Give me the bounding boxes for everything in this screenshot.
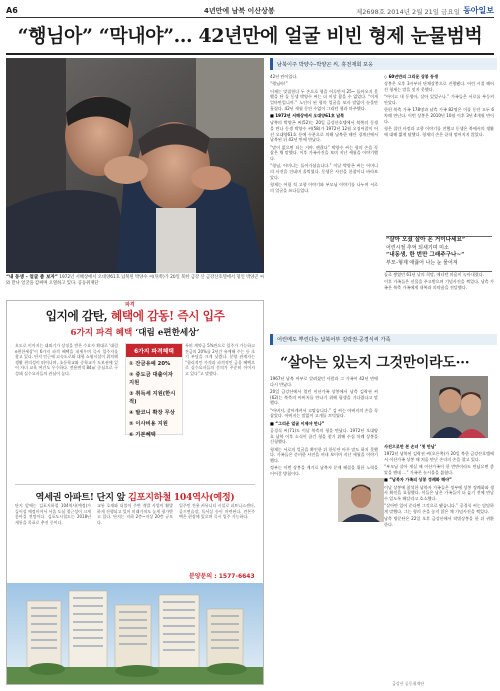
paragraph: “행님아!” [270,81,288,87]
article2-kicker: 어린메도 뿌린다는 납북어부 김락권·공경식씨 가족 [277,337,391,343]
paragraph: 1967년 납북 어부로 알려졌던 사람과 그 가족이 42년 만에 다시 만났다. [270,376,378,387]
ad-headline-a: 입지에 감탄, [45,309,111,323]
article2-column-1 [270,376,378,683]
paragraph: 42년 만이었다. [270,74,298,79]
ad-headline [7,307,263,324]
ad-phone-number: 분양문의 : 1577-6643 [189,573,255,580]
paragraph: “부모님 살아 계실 때 이산가족이 한 번만이라도 만났으면 좋았을 텐데 …” 가족은 눈시울을 붉혔다. [384,464,494,475]
benefit-item: ① 잔금유예 20% [129,361,171,367]
paragraph: 1972년 납북된 김락권 씨(오른쪽)가 20일 북한 금강산호텔에서 이산가족 상봉 때 처음 만난 손녀의 손을 잡고 있다. [384,451,494,462]
benefit-item: ⑥ 기본혜택 [129,432,156,438]
reporter-credit: 금강산 공동취재단 [392,681,425,686]
paragraph-subhead: ◇ 60년만의 그리운 상봉 동생 [384,74,439,79]
pull-quote-line: 부모–형제 애끓어 나는 눈 물어져 [386,259,458,266]
article2-headline: “살아는 있는지 그것만이라도··· [280,355,470,371]
benefit-item: ④ 발코니 확장 무상 [129,410,175,416]
ad-sub-a: 6가지 파격 혜택 [70,328,136,338]
ad-mid-text: 단지 앞에는 김포지하철 104역사(예정)가 들어설 예정이어서 서울 도심 접근성이 크게 좋아질 전망이다. 김포도시철도는 2018년 개통을 목표로 추진 중이다. [15,503,91,525]
paragraph: “아버지, 살아계셔서 고맙습니다.” 김 씨는 아버지의 손을 꼭 잡았다. 아버지는 말없이 고개를 끄덕였다. [270,407,378,419]
paragraph: “아이고 내 동생아, 살아 있었구나.” 가족들은 서로를 부둥켜 안았다. [384,94,494,105]
main-photo [6,58,264,273]
benefit-item: ③ 취득세 지원(한시적) [129,391,176,405]
article-column-1 [270,74,378,330]
ad-subheadline [7,326,263,338]
paragraph: 남측 방문단은 22일 오후 금강산에서 작별상봉을 한 뒤 귀환한다. [384,516,494,527]
ad-tag: 파격 [125,302,135,308]
ad-mid-headline [7,489,263,503]
newspaper-logo: 동아일보 [463,6,494,15]
paragraph: 한편 북측 가족 178명과 남측 가족 82명은 이틀 동안 모두 6차례 만난다. 이번 상봉은 2010년 10월 이후 3년 4개월 만이다. [384,107,494,124]
ad-body-text-right: 특히 계약금 5%만으로 입주가 가능하고 잔금의 20%를 2년간 유예해 주는 등 초기 부담을 크게 낮췄다. 분양 관계자는 “합리적인 가격과 파격적인 금융 혜택으로 실수요자들의 문의가 꾸준히 이어지고 있다”고 말했다. [185,343,255,376]
benefit-list [125,343,183,438]
paragraph-subhead: ■ 1972년 서해상에서 오대양61호 납북 [270,113,345,118]
paragraph: 20일 금강산에서 열린 이산가족 상봉에서 남측 김락권 씨(62)는 북측의 아버지를 만나기 위해 평생을 기다렸다고 말했다. [270,389,378,406]
article-column-2-continued [384,272,494,330]
photo-caption-title: “내 동생 – 얼굴 좀 보자” [6,275,58,280]
ad-mid-b: 김포지하철 104역사(예정) [128,492,235,503]
reunion-photo [430,376,488,438]
paragraph: 이날 상봉에 참석한 납북자 가족들은 정부에 상봉 정례화와 생사 확인을 요청했다. 이들은 남은 가족들이 더 늦기 전에 만날 수 있도록 해달라고 호소했다. [384,484,494,501]
apartment-complex-image [7,583,263,684]
benefit-item: ② 중도금 대출이자 지원 [129,372,173,386]
apartment-advertisement [6,300,264,685]
benefit-item: ⑤ 이사비용 지원 [129,421,168,427]
ad-headline-b: 혜택에 감동! 즉시 입주 [110,309,225,323]
paragraph-subhead: ■ “납북자 가족의 상봉 정례화 해야” [384,477,452,483]
header-rule [6,17,494,18]
headline-rule [6,53,494,55]
photo-caption-text: 1972년 서해상에서 오대양61호 납북된 박양수 씨(뒤쪽)가 20일 북한 금강 산 금강산호텔에서 형인 박양곤 씨와 만나 얼굴을 감싸며 오열하고 있다. 공동취재단 [6,275,265,286]
photo-caption-title: 사진으로만 본 손녀 ‘첫 만남’ [384,444,437,449]
page-header [6,4,494,17]
paragraph: 형제는 어릴 적 고향 이야기와 부모님 이야기를 나누며 서로의 얼굴을 쓰다듬었다. [270,182,378,193]
paragraph: “말이 없으면 되는 거야. 괜찮다” 박양수 씨는 형의 손을 꼭 잡은 채 말했다. 이후 가족사진을 보며 지난 세월을 이야기했다. [270,144,378,162]
main-headline: “행님아” “막내야”… 42년만에 얼굴 비빈 형제 눈물범벅 [17,25,483,47]
paragraph: 이후 가족들은 선물을 주고받으며 기념사진을 찍었다. 남측 가족은 북측 가족에게 내복과 의약품을 전달했다. [384,279,494,290]
ad-sub-b: ‘대림 e편한세상’ [135,328,200,338]
article2-column-2 [384,444,494,683]
article-column-2 [384,74,494,232]
ad-mid-text: 교통 호재와 더불어 주변 개발 사업이 활발하게 진행되고 있어 미래가치도 높게 평가받고 있다. 단지는 지하 2층~지상 20층 규모다. [97,503,173,525]
paragraph: 돌로 쌓였던 61년 날의 희망, 애타던 마음이 녹아내렸다. [384,272,484,277]
paragraph: 정부는 이번 상봉을 계기로 납북자 문제 해결을 위한 노력을 이어갈 방침이다. [270,465,378,477]
ad-divider [15,484,255,485]
pull-quote-line: “내동생, 한 번만 그래주구나~” [386,252,465,258]
benefit-list-title: 6가지 파격혜택 [126,344,182,357]
paragraph: 형은 집안 사정과 고향 이야기를 전했고 동생은 북에서의 생활에 대해 짧게 답했다. 형제의 손은 끝내 떨어지지 않았다. [384,126,494,137]
pull-quote-line: 어린시절 추억 되새기며 미소 [386,244,449,251]
edition-info: 제2698호 2014년 2월 21일 금요일 [356,8,460,16]
paragraph: 형제는 서로의 얼굴을 확인한 뒤 한동안 아무 말도 하지 못했다. 가족들은 준비한 사진을 꺼내 보이며 지난 세월을 이야기했다. [270,446,378,464]
ad-mid-a: 역세권 아파트! 단지 앞 [35,492,129,503]
photo-caption [6,275,266,286]
article2-bar [270,334,497,345]
paragraph: “형님, 어머니는 돌아가셨습니다.” 이날 박양곤 씨는 어머니의 사진을 건네며 울먹였다. 동생은 사진을 한참이나 바라보았다. [270,163,378,180]
ad-mid-text: 입주민 전용 커뮤니티 시설로 피트니스센터, 골프연습장, 독서실 등이 마련된다. 견본주택은 현장에 있으며 즉시 입주 가능하다. [179,503,255,520]
paragraph: 공경식 씨(71)도 이날 북측의 형을 만났다. 1972년 오대양호 납북 이후 소식이 끊긴 형을 찾기 위해 수십 차례 상봉을 신청했다. [270,428,378,445]
section-title: 4년만에 남북 이산상봉 [204,7,275,15]
article-subhead-bar [270,58,497,70]
paragraph: 남쪽의 박양곤 씨(52)는 20일 금강산호텔에서 북쪽의 동생을 만나 동생 박양수 씨(58)가 1972년 12월 오징어잡이 어선 오대양61호 등에 수분으로 의해 남북한 해안 경계선에서 납북된 뒤 42년 만에 만났다. [270,120,378,143]
pull-quote [386,236,492,272]
paragraph: “살아만 있어 준다면 그것으로 됐습니다.” 공경식 씨는 담담하게 말했다. 그는 형의 손을 놓지 않은 채 기념사진을 찍었다. [384,503,494,514]
inset-portrait [338,478,384,522]
paragraph: 이제는 맞잡힌다 두 손으로 형을 어루만져 25~ 돌아오지 못했을 단 둘 동생 박양수 씨는 더 이상 참을 수 없었다. “이게 얼마만입니까.” 노인이 된 형의 얼굴을 보자 말없이 눈물만 흘렸다. 42년 세월 동안 수없이 그리던 형과 마주했다. [270,88,378,111]
paragraph-subhead: ■ “그리운 얼굴 이제야 만나” [270,420,325,426]
ad-body-text: 오도로 이어지는 대외기가 상징을 받은 수요자 확대로 '대림 e편한세상'이 6가지 파격 혜택을 내세우며 즉시 입주자를 찾고 있다. 단지 인근에 고속도로와 대형 쇼핑시설이 위치해 생활 편의성이 뛰어나며, 초등학교와 중학교가 도보권에 있어 자녀 교육 여건도 우수하다. 전용면적 84㎡ 중심으로 구성돼 실수요자들의 관심이 높다. [15,343,118,376]
article-subhead: 남북이주 박양수–박양곤 씨, 휴전재회 포옹 [277,62,374,68]
paragraph: 상봉은 오후 3시부터 단체상봉으로 진행됐다. 어린 시절 헤어진 형제는 말을 잇지 못했다. [384,81,494,92]
page-number: A6 [6,6,18,15]
pull-quote-line: “살아 오셨 살아 온 거이나세요” [386,237,466,243]
